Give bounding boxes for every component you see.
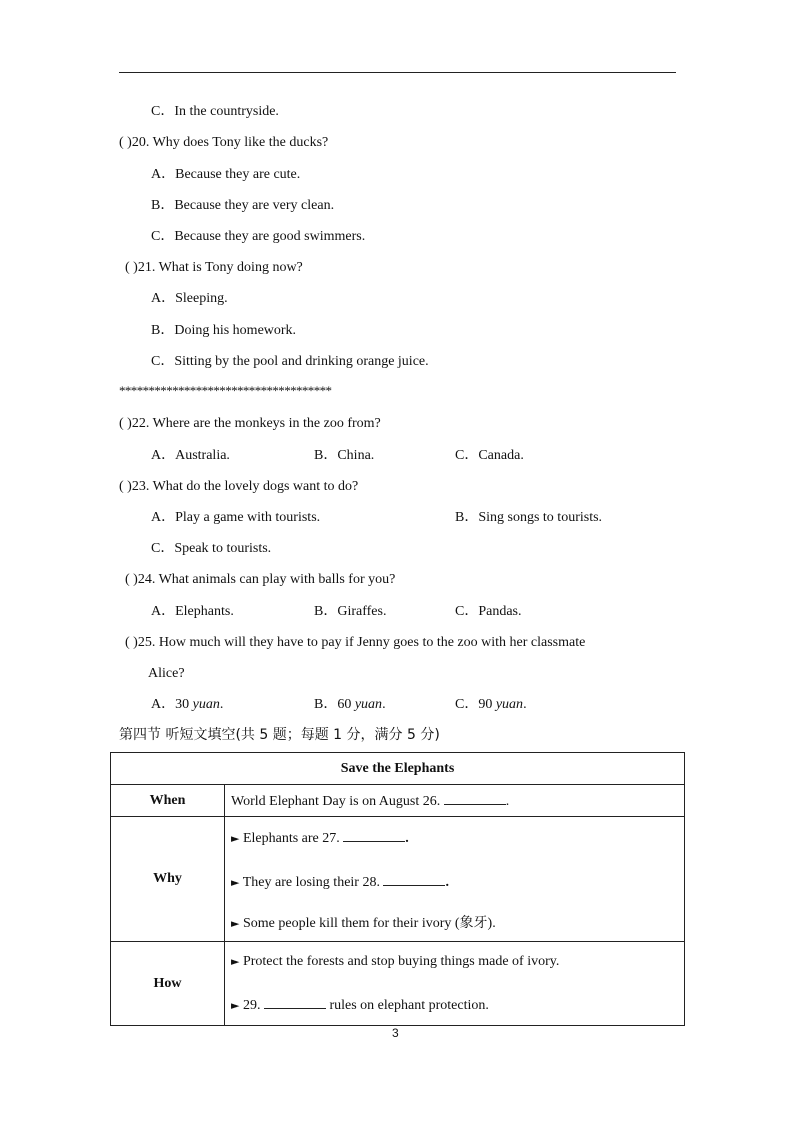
section-divider: ************************************ (119, 383, 332, 398)
q23-option-c: C．Speak to tourists. (151, 541, 272, 556)
q21-stem: ( )21. What is Tony doing now? (125, 260, 303, 275)
q20-option-a: A．Because they are cute. (151, 167, 301, 182)
q25-stem-continued: Alice? (148, 666, 185, 681)
q23-option-b: B．Sing songs to tourists. (455, 510, 603, 525)
how-line-1: ► Protect the forests and stop buying things made of ivory. (231, 953, 560, 969)
q21-option-b: B．Doing his homework. (151, 323, 297, 338)
why-line-1: ► Elephants are 27. . (231, 830, 409, 846)
q22-option-b: B．China. (314, 448, 375, 463)
q25-option-b: B．60 yuan. (314, 697, 386, 712)
table-title: Save the Elephants (111, 753, 685, 785)
arrow-bullet-icon: ► (231, 954, 240, 968)
how-cell (225, 942, 685, 1026)
q21-option-a: A．Sleeping. (151, 291, 228, 306)
q21-option-c: C．Sitting by the pool and drinking orange juice. (151, 354, 429, 369)
arrow-bullet-icon: ► (231, 916, 240, 930)
page-number: 3 (392, 1026, 399, 1040)
q19-option-c: C．In the countryside. (151, 104, 279, 119)
q20-option-c: C．Because they are good swimmers. (151, 229, 366, 244)
q23-stem: ( )23. What do the lovely dogs want to do? (119, 479, 359, 494)
arrow-bullet-icon: ► (231, 831, 240, 845)
answer-blank-26[interactable] (444, 792, 506, 805)
q24-option-b: B．Giraffes. (314, 604, 387, 619)
section4-heading: 第四节 听短文填空(共 5 题；每题 1 分，满分 5 分) (119, 727, 440, 743)
header-rule (119, 72, 676, 73)
answer-blank-29[interactable] (264, 996, 326, 1009)
q23-option-a: A．Play a game with tourists. (151, 510, 321, 525)
why-line-3: ► Some people kill them for their ivory (象牙). (231, 915, 496, 931)
elephants-table (110, 752, 685, 1026)
q24-option-c: C．Pandas. (455, 604, 522, 619)
q25-option-a: A．30 yuan. (151, 697, 224, 712)
why-line-2: ► They are losing their 28. . (231, 874, 449, 890)
q25-stem: ( )25. How much will they have to pay if Jenny goes to the zoo with her classmate (125, 635, 586, 650)
q24-stem: ( )24. What animals can play with balls for you? (125, 572, 396, 587)
q20-stem: ( )20. Why does Tony like the ducks? (119, 135, 329, 150)
when-line: World Elephant Day is on August 26. . (231, 793, 510, 809)
q22-option-a: A．Australia. (151, 448, 230, 463)
q25-option-c: C．90 yuan. (455, 697, 527, 712)
row-label-when: When (111, 785, 225, 817)
row-label-how: How (111, 942, 225, 1026)
q24-option-a: A．Elephants. (151, 604, 234, 619)
answer-blank-28[interactable] (383, 873, 445, 886)
arrow-bullet-icon: ► (231, 998, 240, 1012)
q22-option-c: C．Canada. (455, 448, 524, 463)
why-cell (225, 817, 685, 942)
answer-blank-27[interactable] (343, 829, 405, 842)
when-cell (225, 785, 685, 817)
row-label-why: Why (111, 817, 225, 942)
arrow-bullet-icon: ► (231, 875, 240, 889)
q20-option-b: B．Because they are very clean. (151, 198, 335, 213)
q22-stem: ( )22. Where are the monkeys in the zoo from? (119, 416, 381, 431)
how-line-2: ► 29. rules on elephant protection. (231, 997, 489, 1013)
